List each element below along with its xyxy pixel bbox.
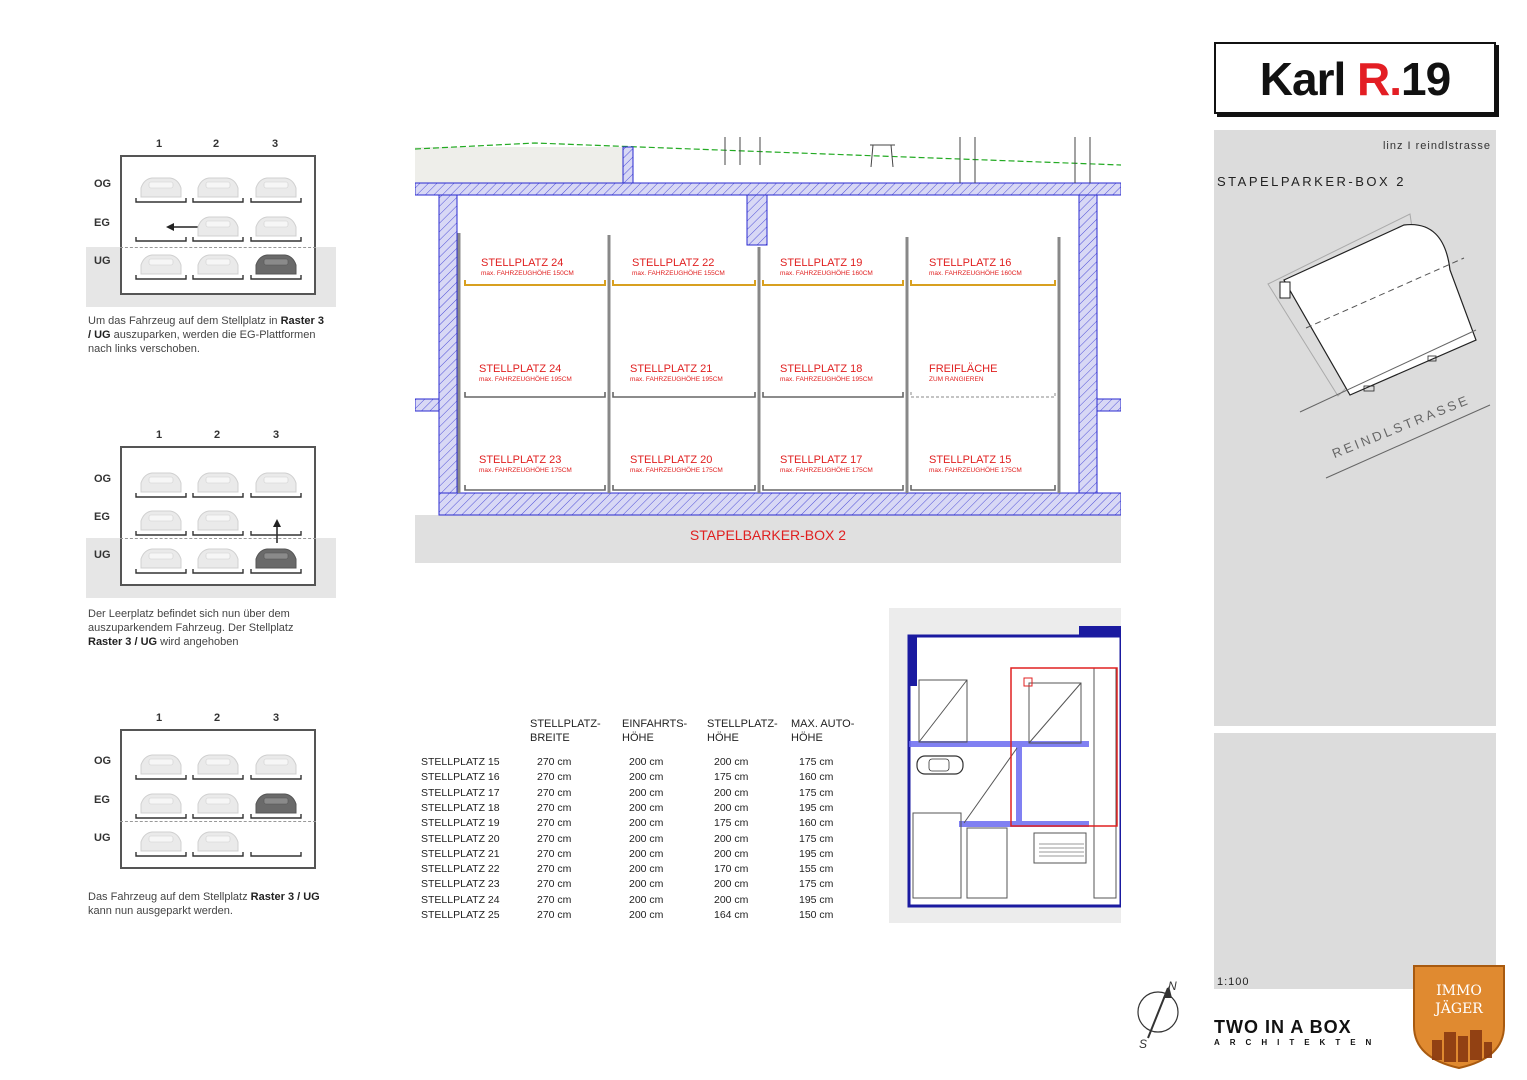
table-cell: 200 cm <box>629 863 664 876</box>
platform <box>136 275 186 279</box>
table-cell: 200 cm <box>714 847 749 860</box>
slot-label: STELLPLATZ 22 max. FAHRZEUGHÖHE 155CM <box>632 257 725 277</box>
car-icon <box>256 178 296 197</box>
table-cell: 200 cm <box>714 786 749 799</box>
table-cell: 200 cm <box>714 801 749 814</box>
table-cell: 160 cm <box>799 771 834 784</box>
table-cell: 200 cm <box>629 817 664 830</box>
platform <box>251 275 301 279</box>
table-header: STELLPLATZ- BREITE <box>530 718 601 744</box>
car-icon <box>141 832 181 851</box>
row-label: STELLPLATZ 21 <box>421 847 500 860</box>
car-icon <box>141 255 181 274</box>
car-icon <box>141 473 181 492</box>
stack-diagram-3 <box>86 704 336 894</box>
table-cell: 270 cm <box>537 878 572 891</box>
car-icon <box>141 794 181 813</box>
level-label: UG <box>94 549 111 561</box>
platform <box>136 198 186 202</box>
table-cell: 164 cm <box>714 909 749 921</box>
platform <box>136 775 186 779</box>
row-label: STELLPLATZ 19 <box>421 817 500 830</box>
slot-label: FREIFLÄCHE ZUM RANGIEREN <box>929 363 998 383</box>
platform <box>193 531 243 535</box>
level-label: EG <box>94 217 110 229</box>
table-cell: 270 cm <box>537 786 572 799</box>
level-label: UG <box>94 255 111 267</box>
table-header: EINFAHRTS- HÖHE <box>622 718 688 744</box>
slot-label: STELLPLATZ 20 max. FAHRZEUGHÖHE 175CM <box>630 454 723 474</box>
table-cell: 195 cm <box>799 893 834 906</box>
table-cell: 200 cm <box>629 756 664 768</box>
car-icon <box>198 255 238 274</box>
table-cell: 160 cm <box>799 817 834 830</box>
column-number: 1 <box>156 138 163 150</box>
slot-label: STELLPLATZ 15 max. FAHRZEUGHÖHE 175CM <box>929 454 1022 474</box>
platform <box>136 852 186 856</box>
car-icon <box>256 217 296 236</box>
table-cell: 200 cm <box>629 801 664 814</box>
table-cell: 175 cm <box>799 878 834 891</box>
slot-label: STELLPLATZ 24 max. FAHRZEUGHÖHE 150CM <box>481 257 574 277</box>
table-cell: 170 cm <box>714 863 749 876</box>
car-icon <box>141 178 181 197</box>
city-label: linz I reindlstrasse <box>1382 140 1491 152</box>
car-icon <box>141 511 181 530</box>
platform <box>251 569 301 573</box>
slot-label: STELLPLATZ 16 max. FAHRZEUGHÖHE 160CM <box>929 257 1022 277</box>
table-cell: 270 cm <box>537 863 572 876</box>
table-cell: 150 cm <box>799 909 834 921</box>
table-cell: 270 cm <box>537 893 572 906</box>
arrow-left-icon <box>166 223 198 231</box>
platform <box>193 775 243 779</box>
table-cell: 195 cm <box>799 801 834 814</box>
platform <box>193 198 243 202</box>
table-cell: 200 cm <box>714 832 749 845</box>
compass-south: S <box>1139 1037 1148 1051</box>
car-icon <box>141 755 181 774</box>
slot-label: STELLPLATZ 17 max. FAHRZEUGHÖHE 175CM <box>780 454 873 474</box>
table-cell: 195 cm <box>799 847 834 860</box>
platform <box>251 775 301 779</box>
row-label: STELLPLATZ 15 <box>421 756 500 768</box>
table-cell: 200 cm <box>629 832 664 845</box>
row-label: STELLPLATZ 25 <box>421 909 500 921</box>
platform <box>136 569 186 573</box>
panel-title: STAPELPARKER-BOX 2 <box>1217 174 1407 189</box>
table-cell: 270 cm <box>537 909 572 921</box>
table-header: STELLPLATZ- HÖHE <box>707 718 778 744</box>
table-cell: 270 cm <box>537 771 572 784</box>
platform <box>193 814 243 818</box>
column-number: 3 <box>273 712 280 724</box>
table-cell: 270 cm <box>537 801 572 814</box>
platform <box>251 814 301 818</box>
platform <box>136 814 186 818</box>
row-label: STELLPLATZ 16 <box>421 771 500 784</box>
table-cell: 200 cm <box>714 878 749 891</box>
slot-label: STELLPLATZ 19 max. FAHRZEUGHÖHE 160CM <box>780 257 873 277</box>
platform <box>251 198 301 202</box>
table-cell: 200 cm <box>629 847 664 860</box>
table-cell: 200 cm <box>629 878 664 891</box>
car-icon <box>198 473 238 492</box>
column-number: 2 <box>214 429 221 441</box>
level-label: EG <box>94 794 110 806</box>
table-cell: 200 cm <box>714 756 749 768</box>
level-label: EG <box>94 511 110 523</box>
platform <box>251 237 301 241</box>
column-number: 1 <box>156 429 163 441</box>
car-icon <box>141 549 181 568</box>
row-label: STELLPLATZ 24 <box>421 893 500 906</box>
target-car-icon <box>256 549 296 568</box>
car-icon <box>256 473 296 492</box>
table-cell: 270 cm <box>537 847 572 860</box>
table-cell: 175 cm <box>799 832 834 845</box>
street-label: REINDLSTRASSE <box>1329 391 1473 462</box>
car-icon <box>256 755 296 774</box>
target-car-icon <box>256 255 296 274</box>
row-label: STELLPLATZ 20 <box>421 832 500 845</box>
level-label: OG <box>94 178 112 190</box>
car-icon <box>198 511 238 530</box>
platform <box>136 493 186 497</box>
slot-label: STELLPLATZ 21 max. FAHRZEUGHÖHE 195CM <box>630 363 723 383</box>
row-label: STELLPLATZ 22 <box>421 863 500 876</box>
platform <box>136 531 186 535</box>
row-label: STELLPLATZ 17 <box>421 786 500 799</box>
slot-label: STELLPLATZ 23 max. FAHRZEUGHÖHE 175CM <box>479 454 572 474</box>
table-cell: 270 cm <box>537 832 572 845</box>
level-label: OG <box>94 755 112 767</box>
car-icon <box>198 755 238 774</box>
compass-icon <box>1132 976 1184 1052</box>
table-header: MAX. AUTO- HÖHE <box>791 718 855 744</box>
table-cell: 175 cm <box>799 756 834 768</box>
column-number: 2 <box>213 138 220 150</box>
compass-north: N <box>1168 979 1177 993</box>
platform <box>251 531 301 535</box>
stack-diagram-2 <box>86 421 336 611</box>
level-label: OG <box>94 473 112 485</box>
row-label: STELLPLATZ 18 <box>421 801 500 814</box>
column-number: 1 <box>156 712 163 724</box>
table-cell: 200 cm <box>629 909 664 921</box>
platform <box>193 569 243 573</box>
platform <box>251 493 301 497</box>
table-cell: 155 cm <box>799 863 834 876</box>
diagram-caption-2: Der Leerplatz befindet sich nun über dem auszuparkendem Fahrzeug. Der Stellplatz Raster 3 / UG wird angehoben <box>88 608 294 648</box>
immo-jaeger-badge: IMMO JÄGER <box>1410 962 1508 1070</box>
section-box-label: STAPELBARKER-BOX 2 <box>689 527 847 543</box>
diagram-caption-1: Um das Fahrzeug auf dem Stellplatz in Raster 3 / UG auszuparken, werden die EG-Plattformen nach links verschoben. <box>88 315 325 355</box>
table-cell: 175 cm <box>799 786 834 799</box>
car-grid <box>86 704 336 894</box>
architect-logo: TWO IN A BOX ARCHITEKTEN <box>1214 1017 1382 1047</box>
platform <box>251 852 301 856</box>
platform <box>193 493 243 497</box>
table-cell: 200 cm <box>629 786 664 799</box>
column-number: 2 <box>214 712 221 724</box>
car-icon <box>198 217 238 236</box>
car-icon <box>198 178 238 197</box>
table-cell: 200 cm <box>629 893 664 906</box>
table-cell: 270 cm <box>537 817 572 830</box>
floor-plan <box>889 608 1121 923</box>
row-label: STELLPLATZ 23 <box>421 878 500 891</box>
table-cell: 200 cm <box>714 893 749 906</box>
scale-panel <box>1214 733 1496 989</box>
table-cell: 175 cm <box>714 771 749 784</box>
site-plan <box>1214 200 1496 500</box>
target-car-icon <box>256 794 296 813</box>
platform <box>193 852 243 856</box>
platform <box>193 275 243 279</box>
slot-label: STELLPLATZ 18 max. FAHRZEUGHÖHE 195CM <box>780 363 873 383</box>
slot-label: STELLPLATZ 24 max. FAHRZEUGHÖHE 195CM <box>479 363 572 383</box>
column-number: 3 <box>273 429 280 441</box>
table-cell: 270 cm <box>537 756 572 768</box>
stack-diagram-1 <box>86 130 336 320</box>
karl-r19-logo: Karl R.19 <box>1214 42 1496 114</box>
level-label: UG <box>94 832 111 844</box>
table-cell: 200 cm <box>629 771 664 784</box>
table-cell: 175 cm <box>714 817 749 830</box>
section-drawing <box>415 137 1121 563</box>
diagram-caption-3: Das Fahrzeug auf dem Stellplatz Raster 3 / UG kann nun ausgeparkt werden. <box>88 891 320 917</box>
car-icon <box>198 832 238 851</box>
platform <box>136 237 186 241</box>
scale-label: 1:100 <box>1217 976 1250 988</box>
car-icon <box>917 756 963 774</box>
car-icon <box>198 549 238 568</box>
arrow-up-icon <box>273 519 281 543</box>
section-linework <box>415 137 1121 563</box>
car-icon <box>198 794 238 813</box>
car-grid <box>86 130 336 320</box>
platform <box>193 237 243 241</box>
column-number: 3 <box>272 138 279 150</box>
car-grid <box>86 421 336 611</box>
